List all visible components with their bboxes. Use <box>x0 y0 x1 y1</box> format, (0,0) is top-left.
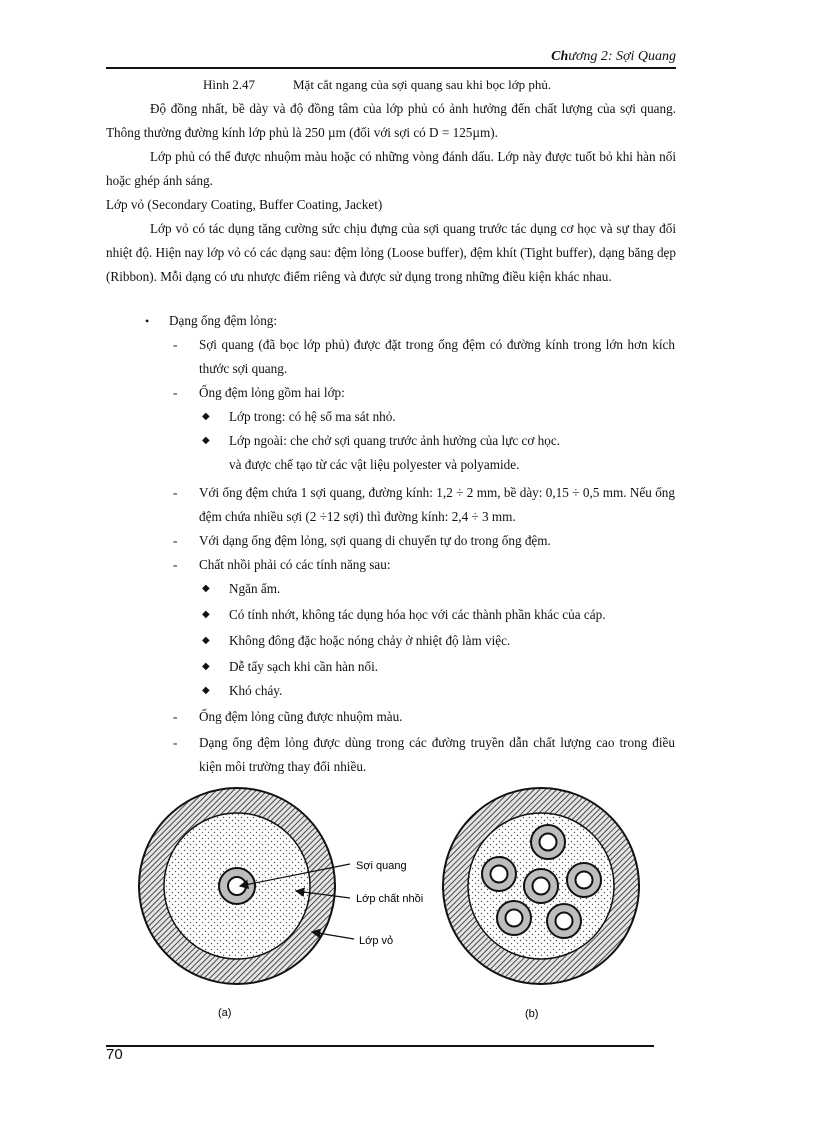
diamond-marker: ◆ <box>202 583 210 594</box>
dash-text: Chất nhồi phải có các tính năng sau: <box>199 557 391 572</box>
diamond-text: Lớp trong: có hệ số ma sát nhỏ. <box>229 409 396 424</box>
dash-text: Ống đệm lỏng cũng được nhuộm màu. <box>199 709 403 724</box>
dash-marker: - <box>173 337 178 352</box>
diamond-text: Không đông đặc hoặc nóng chảy ở nhiệt độ làm việc. <box>229 633 511 648</box>
label-filler: Lớp chất nhồi <box>356 893 424 905</box>
dash-marker: - <box>173 709 178 724</box>
page-number: 70 <box>106 1046 123 1063</box>
dash-item <box>173 481 675 529</box>
dash-marker: - <box>173 557 178 572</box>
layer-note-text: và được chế tạo từ các vật liệu polyester và polyamide. <box>229 457 520 472</box>
label-fiber: Sợi quang <box>356 860 407 872</box>
dash-marker: - <box>173 485 178 500</box>
diamond-item <box>202 429 675 453</box>
bullet-marker: • <box>145 314 150 328</box>
fiber-tube-b <box>482 857 516 891</box>
layer-note <box>202 453 675 477</box>
dash-text: Dạng ống đệm lỏng được dùng trong các đường truyền dẫn chất lượng cao trong điều kiện môi trường thay đổi nhiều. <box>199 735 675 774</box>
diamond-text: Ngăn ẩm. <box>229 581 281 596</box>
diamond-item <box>202 577 675 601</box>
diamond-item <box>202 603 675 627</box>
diamond-text: Có tính nhớt, không tác dụng hóa học với các thành phần khác của cáp. <box>229 607 606 622</box>
fiber-tube-b <box>547 904 581 938</box>
dash-text: Ống đệm lỏng gồm hai lớp: <box>199 385 345 400</box>
header-rule <box>106 67 676 69</box>
dash-item <box>173 381 675 405</box>
dash-text: Sợi quang (đã bọc lớp phủ) được đặt trong ống đệm có đường kính trong lớn hơn kích thước sợi quang. <box>199 337 675 376</box>
loose-buffer-cross-section-figure <box>0 780 816 1030</box>
diamond-marker: ◆ <box>202 609 210 620</box>
paragraph-coating-uniformity: Độ đồng nhất, bề dày và độ đồng tâm của lớp phủ có ảnh hưởng đến chất lượng của sợi quang. Thông thường đường kính lớp phủ là 250 µm (đối với sợi có D = 125µm). <box>106 101 676 140</box>
diamond-text: Lớp ngoài: che chở sợi quang trước ảnh hưởng của lực cơ học. <box>229 433 560 448</box>
fiber-core-a <box>228 877 246 895</box>
diamond-marker: ◆ <box>202 435 210 446</box>
diamond-item <box>202 629 675 653</box>
dash-item <box>173 553 675 577</box>
fiber-tube-b <box>497 901 531 935</box>
caption-text: Mặt cắt ngang của sợi quang sau khi bọc lớp phủ. <box>293 77 552 92</box>
dash-text: Với ống đệm chứa 1 sợi quang, đường kính: 1,2 ÷ 2 mm, bề dày: 0,15 ÷ 0,5 mm. Nếu ống đệm chứa nhiều sợi (2 ÷12 sợi) thì đường kính: 2,4 ÷ 3 mm. <box>199 485 675 524</box>
dash-marker: - <box>173 385 178 400</box>
fiber-tube-b <box>531 825 565 859</box>
chapter-header: Chương 2: Sợi Quang <box>551 49 676 64</box>
dash-item <box>173 529 675 553</box>
caption-number: Hình 2.47 <box>203 77 255 92</box>
diamond-item <box>202 655 675 679</box>
dash-marker: - <box>173 735 178 750</box>
diamond-text: Dễ tẩy sạch khi cần hàn nối. <box>229 659 379 674</box>
paragraph-coating-color: Lớp phủ có thể được nhuộm màu hoặc có những vòng đánh dấu. Lớp này được tuốt bỏ khi hàn nối hoặc ghép ánh sáng. <box>106 149 676 188</box>
diamond-marker: ◆ <box>202 685 210 696</box>
diamond-marker: ◆ <box>202 635 210 646</box>
fiber-tube-b <box>567 863 601 897</box>
footer-rule <box>106 1045 654 1047</box>
bullet-loose-buffer <box>145 309 675 333</box>
cable-b-multi-fiber <box>443 788 639 984</box>
diamond-text: Khó cháy. <box>229 683 283 698</box>
dash-item <box>173 731 675 779</box>
diamond-item <box>202 679 675 703</box>
section-heading-jacket: Lớp vỏ (Secondary Coating, Buffer Coating, Jacket) <box>106 197 383 212</box>
diamond-item <box>202 405 675 429</box>
fiber-tube-b <box>524 869 558 903</box>
paragraph-jacket: Lớp vỏ có tác dụng tăng cường sức chịu đựng của sợi quang trước tác dụng cơ học và sự thay đổi nhiệt độ. Hiện nay lớp vỏ có các dạng sau: đệm lỏng (Loose buffer), đệm khít (Tight buffer), dạng băng dẹp (Ribbon). Mỗi dạng có ưu nhược điểm riêng và được sử dụng trong những điều kiện khác nhau. <box>106 221 676 284</box>
label-a: (a) <box>218 1007 232 1019</box>
dash-item <box>173 333 675 381</box>
diamond-marker: ◆ <box>202 411 210 422</box>
dash-marker: - <box>173 533 178 548</box>
dash-item <box>173 705 675 729</box>
label-jacket: Lớp vỏ <box>359 935 394 947</box>
dash-text: Với dạng ống đệm lỏng, sợi quang di chuyển tự do trong ống đệm. <box>199 533 551 548</box>
cable-a-single-fiber <box>139 788 335 984</box>
diamond-marker: ◆ <box>202 661 210 672</box>
figure-caption <box>203 77 551 93</box>
bullet-text: Dạng ống đệm lỏng: <box>169 313 278 328</box>
label-b: (b) <box>525 1008 539 1020</box>
